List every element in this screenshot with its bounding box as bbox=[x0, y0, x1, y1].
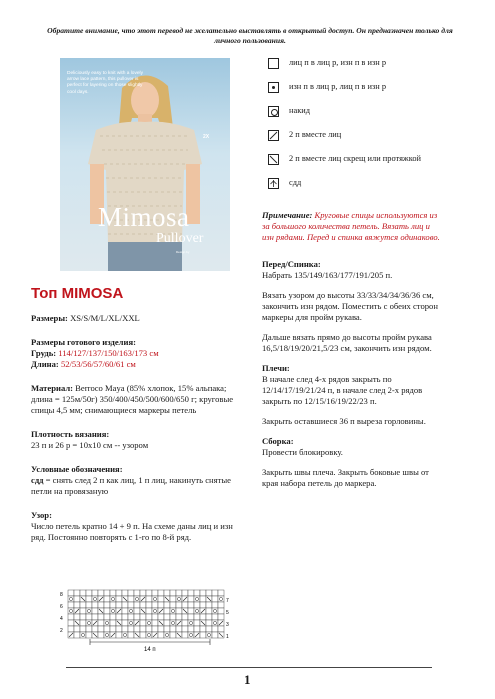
chart-cell bbox=[194, 608, 200, 614]
assembly-p1: Провести блокировку. bbox=[262, 447, 343, 457]
chart-cell bbox=[146, 632, 152, 638]
legend-item bbox=[268, 57, 448, 69]
row-number: 6 bbox=[60, 604, 63, 610]
chart-cell bbox=[80, 620, 86, 626]
chart-cell bbox=[206, 620, 212, 626]
chart-cell bbox=[212, 620, 218, 626]
chart-cell bbox=[74, 614, 80, 620]
chart-cell bbox=[134, 590, 140, 596]
chart-cell bbox=[134, 608, 140, 614]
chart-cell bbox=[200, 602, 206, 608]
chart-cell bbox=[74, 596, 80, 602]
chart-cell bbox=[116, 602, 122, 608]
chart-cell bbox=[98, 620, 104, 626]
chart-row-numbers-right bbox=[226, 598, 229, 640]
chart-cell bbox=[146, 608, 152, 614]
chart-cell bbox=[206, 602, 212, 608]
chart-cell bbox=[122, 632, 128, 638]
chart-cell bbox=[86, 596, 92, 602]
left-slant-square-icon bbox=[268, 154, 279, 165]
chart-cell bbox=[170, 608, 176, 614]
chart-cell bbox=[92, 596, 98, 602]
chart-cell bbox=[212, 596, 218, 602]
chart-cell bbox=[176, 596, 182, 602]
chart-cell bbox=[86, 620, 92, 626]
gauge-value: 23 п и 26 р = 10х10 см -- узором bbox=[31, 440, 149, 450]
chart-cell bbox=[122, 602, 128, 608]
chart-cell bbox=[206, 632, 212, 638]
left-column bbox=[31, 313, 246, 552]
front-back-p3: Дальше вязать прямо до высоты пройм рукава 16,5/18/19/20/21,5/23 см, закончить изн рядом. bbox=[262, 332, 432, 353]
chart-cell bbox=[200, 596, 206, 602]
chart-cell bbox=[110, 626, 116, 632]
chart-cell bbox=[80, 590, 86, 596]
sizes-value: XS/S/M/L/XL/XXL bbox=[70, 313, 140, 323]
chart-cell bbox=[182, 620, 188, 626]
chart-cell bbox=[218, 608, 224, 614]
chart-cell bbox=[74, 632, 80, 638]
chart-cell bbox=[152, 608, 158, 614]
chart-cell bbox=[80, 602, 86, 608]
chart-cell bbox=[98, 632, 104, 638]
row-number: 7 bbox=[226, 598, 229, 604]
chart-cell bbox=[182, 590, 188, 596]
cover-blurb: Deliciously easy to knit with a lovely arrow lace pattern, this pullover is perfect for layering on those slightly cool days. bbox=[67, 71, 143, 95]
chart-cell bbox=[140, 590, 146, 596]
chart-cell bbox=[104, 608, 110, 614]
repeat-label: 14 п bbox=[144, 647, 156, 652]
chart-cell bbox=[116, 626, 122, 632]
chart-cell bbox=[68, 614, 74, 620]
chart-cell bbox=[194, 602, 200, 608]
chart-cell bbox=[116, 596, 122, 602]
chart-cell bbox=[158, 632, 164, 638]
chart-cell bbox=[218, 614, 224, 620]
chart-cell bbox=[146, 602, 152, 608]
cover-size-badge: 2X bbox=[203, 134, 210, 140]
chart-cell bbox=[110, 602, 116, 608]
chart-cell bbox=[68, 626, 74, 632]
note-block bbox=[262, 210, 442, 243]
chart-cell bbox=[140, 620, 146, 626]
row-number: 4 bbox=[60, 616, 63, 622]
chart-cell bbox=[158, 626, 164, 632]
chart-cell bbox=[134, 602, 140, 608]
chart-cell bbox=[122, 614, 128, 620]
chart-cell bbox=[164, 620, 170, 626]
row-number: 5 bbox=[226, 610, 229, 616]
cover-title: Mimosa bbox=[98, 202, 190, 232]
legend-item bbox=[268, 129, 448, 141]
chart-cell bbox=[146, 626, 152, 632]
arrow-up-square-icon bbox=[268, 178, 279, 189]
materials-block bbox=[31, 383, 246, 416]
chart-cell bbox=[146, 596, 152, 602]
legend-text: сдд bbox=[289, 178, 302, 187]
pattern-value: Число петель кратно 14 + 9 п. На схеме даны лиц и изн ряд. Постоянно повторять с 1-го по 8-й ряд. bbox=[31, 521, 233, 542]
chart-cell bbox=[212, 608, 218, 614]
chart-cell bbox=[86, 608, 92, 614]
front-back-heading: Перед/Спинка: bbox=[262, 259, 321, 269]
chart-cell bbox=[200, 590, 206, 596]
chart-cell bbox=[92, 608, 98, 614]
chart-cell bbox=[140, 626, 146, 632]
assembly-block bbox=[262, 436, 442, 458]
legend-text: накид bbox=[289, 106, 311, 115]
chart-cell bbox=[158, 590, 164, 596]
chart-cell bbox=[170, 632, 176, 638]
chart-cell bbox=[206, 626, 212, 632]
chart-cell bbox=[68, 608, 74, 614]
chart-cell bbox=[104, 602, 110, 608]
row-number: 2 bbox=[60, 628, 63, 634]
chart-cell bbox=[80, 632, 86, 638]
chart-cell bbox=[140, 632, 146, 638]
chart-cell bbox=[176, 608, 182, 614]
chart-cell bbox=[140, 614, 146, 620]
chart-cell bbox=[74, 590, 80, 596]
page-number: 1 bbox=[244, 672, 251, 687]
front-back-p2: Вязать узором до высоты 33/33/34/34/36/36 см, закончить изн рядом. Поместить с обеих сторон маркеры для пройм рукава. bbox=[262, 290, 438, 322]
chart-cell bbox=[176, 614, 182, 620]
shoulders-p2: Закрыть оставшиеся 36 п выреза горловины. bbox=[262, 416, 426, 426]
chart-cell bbox=[68, 596, 74, 602]
legend-text: изн п в лиц р, лиц п в изн р bbox=[289, 82, 387, 91]
chart-cell bbox=[122, 620, 128, 626]
legend-text: 2 п вместе лиц скрещ или протяжкой bbox=[289, 154, 422, 163]
chart-cell bbox=[128, 632, 134, 638]
chest-label: Грудь: bbox=[31, 348, 57, 358]
chart-cell bbox=[152, 596, 158, 602]
chart-cell bbox=[104, 614, 110, 620]
chart-cell bbox=[212, 626, 218, 632]
chart-cell bbox=[110, 596, 116, 602]
chart-cell bbox=[128, 596, 134, 602]
legend-item bbox=[268, 153, 448, 165]
chart-cell bbox=[170, 620, 176, 626]
chart-cell bbox=[116, 590, 122, 596]
chart-cell bbox=[176, 626, 182, 632]
chart-cell bbox=[188, 602, 194, 608]
chart-cell bbox=[152, 626, 158, 632]
chart-cell bbox=[170, 602, 176, 608]
note-value: Круговые спицы используются из за большого количества петель. Вязать лиц и изн рядами. Перед и спинка вяжутся одинаково. bbox=[262, 210, 440, 242]
materials-value: Berroco Maya (85% хлопок, 15% альпака; длина = 125м/50г) 350/400/450/500/600/650 г; круговые спицы 4,5 мм; снимающиеся маркеры петель bbox=[31, 383, 234, 415]
chart-cell bbox=[74, 626, 80, 632]
chart-cell bbox=[152, 614, 158, 620]
chart-cell bbox=[134, 626, 140, 632]
chart-cell bbox=[104, 632, 110, 638]
chart-cell bbox=[206, 614, 212, 620]
blank-square-icon bbox=[268, 58, 279, 69]
chart-cell bbox=[80, 626, 86, 632]
chart-cell bbox=[86, 614, 92, 620]
abbrev-heading: Условные обозначения: bbox=[31, 464, 123, 474]
legend-item bbox=[268, 177, 448, 189]
materials-label: Материал: bbox=[31, 383, 74, 393]
chart-cell bbox=[140, 602, 146, 608]
chart-cell bbox=[104, 596, 110, 602]
front-back-p1: Набрать 135/149/163/177/191/205 п. bbox=[262, 270, 393, 280]
chart-cell bbox=[194, 590, 200, 596]
chart-cell bbox=[116, 632, 122, 638]
abbrev-value: = снять след 2 п как лиц, 1 п лиц, накинуть снятые петли на провязаную bbox=[31, 475, 231, 496]
row-number: 3 bbox=[226, 622, 229, 628]
page-title: Топ MIMOSA bbox=[31, 285, 124, 302]
right-slant-square-icon bbox=[268, 130, 279, 141]
assembly-p2: Закрыть швы плеча. Закрыть боковые швы от края набора петель до маркера. bbox=[262, 467, 429, 488]
pattern-block bbox=[31, 510, 246, 543]
shoulders-heading: Плечи: bbox=[262, 363, 290, 373]
chart-cell bbox=[104, 590, 110, 596]
chart-cell bbox=[146, 590, 152, 596]
chart-cell bbox=[194, 620, 200, 626]
chart-cell bbox=[68, 590, 74, 596]
shoulders-block bbox=[262, 363, 442, 407]
chest-value: 114/127/137/150/163/173 см bbox=[58, 348, 159, 358]
chart-cell bbox=[218, 626, 224, 632]
chart-cell bbox=[104, 626, 110, 632]
legend-item bbox=[268, 81, 448, 93]
chart-row-numbers-left bbox=[60, 592, 63, 634]
cover-photo bbox=[60, 58, 230, 271]
chart-cell bbox=[134, 614, 140, 620]
chart-cell bbox=[128, 590, 134, 596]
copyright-notice: Обратите внимание, что этот перевод не желательно выставлять в открытый доступ. Он предназначен только для личного пользования. bbox=[47, 26, 453, 45]
chart-cell bbox=[110, 590, 116, 596]
front-back-block bbox=[262, 259, 442, 281]
chart-cell bbox=[98, 626, 104, 632]
chart-cell bbox=[86, 632, 92, 638]
chart-cell bbox=[206, 590, 212, 596]
footer-divider bbox=[66, 667, 432, 668]
chart-cell bbox=[158, 602, 164, 608]
cover-subtitle: Pullover bbox=[156, 231, 204, 246]
abbreviations-block bbox=[31, 464, 246, 497]
chart-cell bbox=[128, 620, 134, 626]
chart-cell bbox=[86, 590, 92, 596]
chart-cell bbox=[170, 590, 176, 596]
knitting-chart bbox=[60, 587, 235, 652]
chart-cell bbox=[188, 632, 194, 638]
chart-cell bbox=[188, 620, 194, 626]
chart-cell bbox=[98, 614, 104, 620]
chart-cell bbox=[146, 620, 152, 626]
chart-cell bbox=[128, 614, 134, 620]
chart-cell bbox=[152, 602, 158, 608]
chart-grid bbox=[68, 590, 224, 638]
chart-cell bbox=[110, 614, 116, 620]
shoulders-p1: В начале след 4-х рядов закрыть по 12/14/17/19/21/24 п, в начале след 2-х рядов закрыть по 12/15/16/19/22/23 п. bbox=[262, 374, 423, 406]
assembly-heading: Сборка: bbox=[262, 436, 294, 446]
legend-text: 2 п вместе лиц bbox=[289, 130, 342, 139]
chart-cell bbox=[122, 590, 128, 596]
chart-cell bbox=[128, 602, 134, 608]
chart-cell bbox=[200, 632, 206, 638]
chart-cell bbox=[212, 632, 218, 638]
chart-cell bbox=[128, 608, 134, 614]
chart-cell bbox=[104, 620, 110, 626]
chart-cell bbox=[188, 590, 194, 596]
chart-cell bbox=[176, 602, 182, 608]
finished-size-block bbox=[31, 337, 246, 370]
chart-cell bbox=[74, 602, 80, 608]
right-column bbox=[262, 210, 442, 498]
chart-cell bbox=[188, 626, 194, 632]
chart-cell bbox=[86, 602, 92, 608]
chart-cell bbox=[98, 602, 104, 608]
chart-cell bbox=[200, 614, 206, 620]
length-value: 52/53/56/57/60/61 см bbox=[60, 359, 136, 369]
chart-cell bbox=[164, 602, 170, 608]
length-label: Длина: bbox=[31, 359, 59, 369]
abbrev-term: сдд bbox=[31, 475, 44, 485]
chart-cell bbox=[164, 590, 170, 596]
chart-cell bbox=[188, 596, 194, 602]
chart-cell bbox=[176, 590, 182, 596]
chart-cell bbox=[182, 602, 188, 608]
pattern-label: Узор: bbox=[31, 510, 52, 520]
chart-cell bbox=[122, 626, 128, 632]
chart-cell bbox=[92, 602, 98, 608]
chart-cell bbox=[218, 602, 224, 608]
chart-cell bbox=[152, 620, 158, 626]
chart-cell bbox=[170, 614, 176, 620]
chart-cell bbox=[68, 602, 74, 608]
chart-cell bbox=[170, 626, 176, 632]
circle-square-icon bbox=[268, 106, 279, 117]
chart-cell bbox=[218, 596, 224, 602]
gauge-label: Плотность вязания: bbox=[31, 429, 110, 439]
finished-heading: Размеры готового изделия: bbox=[31, 337, 136, 347]
sizes-label: Размеры: bbox=[31, 313, 68, 323]
chart-cell bbox=[116, 614, 122, 620]
chart-cell bbox=[92, 626, 98, 632]
chart-cell bbox=[134, 596, 140, 602]
chart-cell bbox=[92, 590, 98, 596]
chart-cell bbox=[146, 614, 152, 620]
chart-cell bbox=[92, 614, 98, 620]
chart-cell bbox=[188, 608, 194, 614]
chart-cell bbox=[206, 608, 212, 614]
chart-cell bbox=[68, 620, 74, 626]
chart-cell bbox=[98, 590, 104, 596]
chart-cell bbox=[122, 608, 128, 614]
chart-cell bbox=[200, 626, 206, 632]
chart-cell bbox=[158, 596, 164, 602]
chart-cell bbox=[182, 614, 188, 620]
chart-cell bbox=[212, 590, 218, 596]
cover-credit: Design by bbox=[176, 250, 190, 254]
dot-square-icon bbox=[268, 82, 279, 93]
chart-cell bbox=[182, 626, 188, 632]
legend-text: лиц п в лиц р, изн п в изн р bbox=[289, 58, 387, 67]
chart-cell bbox=[164, 608, 170, 614]
sizes-line bbox=[31, 313, 246, 324]
chart-cell bbox=[80, 608, 86, 614]
chart-cell bbox=[194, 596, 200, 602]
chart-cell bbox=[212, 614, 218, 620]
symbol-legend bbox=[268, 57, 448, 189]
chart-cell bbox=[164, 626, 170, 632]
chart-cell bbox=[170, 596, 176, 602]
row-number: 1 bbox=[226, 634, 229, 640]
chart-cell bbox=[188, 614, 194, 620]
chart-cell bbox=[212, 602, 218, 608]
chart-cell bbox=[110, 608, 116, 614]
chart-cell bbox=[158, 614, 164, 620]
note-label: Примечание: bbox=[262, 210, 313, 220]
chart-cell bbox=[218, 590, 224, 596]
chart-cell bbox=[86, 626, 92, 632]
chart-cell bbox=[128, 626, 134, 632]
chart-cell bbox=[110, 620, 116, 626]
legend-item bbox=[268, 105, 448, 117]
chart-cell bbox=[194, 614, 200, 620]
chart-cell bbox=[164, 632, 170, 638]
chart-cell bbox=[182, 632, 188, 638]
chart-cell bbox=[194, 626, 200, 632]
gauge-block bbox=[31, 429, 246, 451]
chart-cell bbox=[152, 590, 158, 596]
chart-cell bbox=[164, 614, 170, 620]
row-number: 8 bbox=[60, 592, 63, 598]
chart-cell bbox=[80, 614, 86, 620]
